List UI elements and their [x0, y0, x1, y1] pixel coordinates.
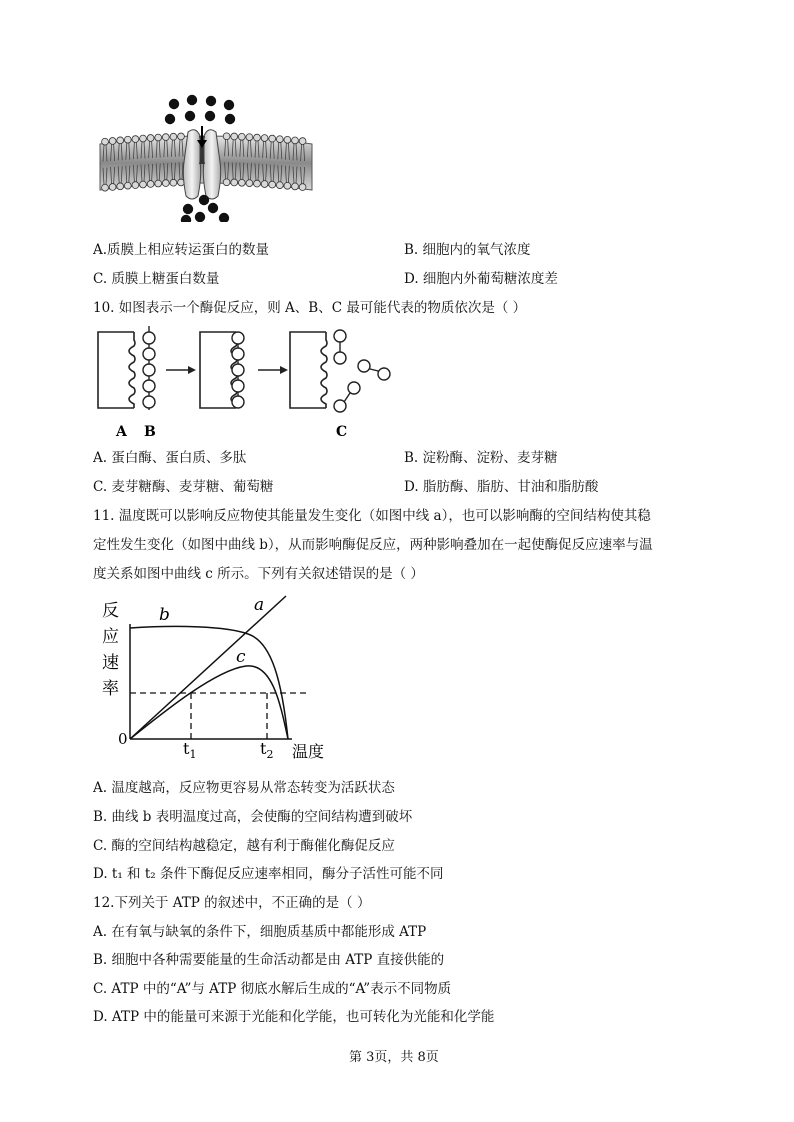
q10-option-a: A. 蛋白酶、蛋白质、多肽	[93, 450, 247, 466]
page-footer: 第 3页，共 8页	[349, 1050, 439, 1065]
phospholipid-head	[140, 135, 147, 142]
phospholipid-head	[269, 181, 276, 188]
phospholipid-head	[117, 183, 124, 190]
solute-molecule	[187, 95, 197, 105]
phospholipid-head	[276, 182, 283, 189]
label-curve-c: c	[236, 647, 246, 667]
phospholipid-head	[155, 180, 162, 187]
product-monomer	[378, 368, 390, 380]
q11-stem-line-1: 11. 温度既可以影响反应物使其能量发生变化（如图中线 a），也可以影响酶的空间结构使其稳	[93, 508, 651, 524]
q11-option-d: D. t₁ 和 t₂ 条件下酶促反应速率相同，酶分子活性可能不同	[93, 866, 444, 882]
t2-label: $t_2$	[260, 739, 274, 761]
label-a: A	[116, 424, 127, 440]
phospholipid-head	[117, 137, 124, 144]
solute-molecule	[183, 204, 193, 214]
q11-option-a: A. 温度越高，反应物更容易从常态转变为活跃状态	[93, 780, 395, 796]
q9-option-b: B. 细胞内的氧气浓度	[404, 242, 531, 258]
solute-molecule	[199, 195, 209, 205]
phospholipid-head	[124, 182, 131, 189]
product-monomer	[358, 360, 370, 372]
phospholipid-head	[132, 182, 139, 189]
phospholipid-head	[261, 135, 268, 142]
phospholipid-head	[231, 179, 238, 186]
substrate-monomer	[143, 348, 155, 360]
q9-option-c: C. 质膜上糖蛋白数量	[93, 271, 220, 287]
q10-option-c: C. 麦芽糖酶、麦芽糖、葡萄糖	[93, 479, 274, 495]
phospholipid-head	[292, 137, 299, 144]
q12-option-b: B. 细胞中各种需要能量的生命活动都是由 ATP 直接供能的	[93, 952, 445, 968]
phospholipid-head	[102, 184, 109, 191]
phospholipid-head	[147, 181, 154, 188]
phospholipid-head	[231, 133, 238, 140]
q9-option-d: D. 细胞内外葡萄糖浓度差	[404, 271, 558, 287]
t1-label: $t_1$	[183, 739, 197, 761]
product-monomer	[334, 352, 346, 364]
phospholipid-head	[276, 136, 283, 143]
complex-monomer	[232, 380, 244, 392]
label-curve-b: b	[159, 605, 170, 625]
phospholipid-head	[261, 181, 268, 188]
phospholipid-head	[223, 179, 230, 186]
phospholipid-head	[170, 179, 177, 186]
phospholipid-head	[238, 133, 245, 140]
q11-option-b: B. 曲线 b 表明温度过高，会使酶的空间结构遭到破坏	[93, 809, 413, 825]
q12-option-c: C. ATP 中的“A”与 ATP 彻底水解后生成的“A”表示不同物质	[93, 981, 452, 997]
phospholipid-head	[132, 136, 139, 143]
phospholipid-head	[246, 180, 253, 187]
solute-molecule	[181, 215, 191, 222]
phospholipid-head	[254, 134, 261, 141]
q11-option-c: C. 酶的空间结构越稳定，越有利于酶催化酶促反应	[93, 838, 395, 854]
q12-option-d: D. ATP 中的能量可来源于光能和化学能，也可转化为光能和化学能	[93, 1009, 495, 1025]
phospholipid-head	[269, 135, 276, 142]
substrate-monomer	[143, 364, 155, 376]
x-axis-label: 温度	[292, 742, 325, 761]
phospholipid-head	[102, 138, 109, 145]
phospholipid-head	[140, 181, 147, 188]
label-b: B	[144, 424, 156, 440]
solute-molecule	[205, 111, 215, 121]
q9-option-a: A.质膜上相应转运蛋白的数量	[93, 242, 270, 258]
q11-stem-line-3: 度关系如图中曲线 c 所示。下列有关叙述错误的是（ ）	[93, 566, 424, 582]
complex-monomer	[232, 396, 244, 408]
solute-molecule	[185, 111, 195, 121]
membrane-transport-figure	[96, 92, 316, 222]
substrate-monomer	[143, 380, 155, 392]
phospholipid-head	[124, 136, 131, 143]
enzyme-reaction-figure	[94, 322, 404, 442]
q12-option-a: A. 在有氧与缺氧的条件下，细胞质基质中都能形成 ATP	[93, 924, 427, 940]
complex-monomer	[232, 364, 244, 376]
solute-molecule	[169, 99, 179, 109]
solute-molecule	[195, 212, 205, 222]
substrate-monomer	[143, 396, 155, 408]
curve-b	[130, 626, 288, 739]
phospholipid-head	[238, 179, 245, 186]
q11-stem-line-2: 定性发生变化（如图中曲线 b），从而影响酶促反应，两种影响叠加在一起使酶促反应速率与温	[93, 537, 653, 553]
phospholipid-head	[223, 133, 230, 140]
q10-stem: 10. 如图表示一个酶促反应，则 A、B、C 最可能代表的物质依次是（ ）	[93, 300, 527, 316]
complex-monomer	[232, 348, 244, 360]
phospholipid-head	[299, 184, 306, 191]
phospholipid-head	[284, 182, 291, 189]
y-label-2: 应	[102, 627, 119, 647]
product-monomer	[334, 330, 346, 342]
solute-molecule	[225, 114, 235, 124]
phospholipid-head	[170, 133, 177, 140]
line-a	[130, 596, 286, 739]
label-curve-a: a	[254, 595, 265, 615]
phospholipid-head	[109, 138, 116, 145]
curve-c	[130, 666, 288, 739]
phospholipid-head	[147, 135, 154, 142]
product-monomer	[334, 400, 346, 412]
q12-stem: 12.下列关于 ATP 的叙述中，不正确的是（ ）	[93, 895, 371, 911]
y-label-4: 率	[102, 679, 119, 699]
solute-molecule	[219, 213, 229, 222]
phospholipid-head	[155, 134, 162, 141]
solute-molecule	[165, 114, 175, 124]
product-monomer	[348, 382, 360, 394]
solute-molecule	[206, 96, 216, 106]
substrate-monomer	[143, 332, 155, 344]
q10-option-b: B. 淀粉酶、淀粉、麦芽糖	[404, 450, 558, 466]
phospholipid-head	[109, 184, 116, 191]
phospholipid-head	[292, 183, 299, 190]
phospholipid-head	[162, 134, 169, 141]
phospholipid-head	[178, 133, 185, 140]
solute-molecule	[208, 203, 218, 213]
phospholipid-head	[246, 134, 253, 141]
phospholipid-head	[162, 180, 169, 187]
phospholipid-head	[284, 136, 291, 143]
q10-option-d: D. 脂肪酶、脂肪、甘油和脂肪酸	[404, 479, 599, 495]
solute-molecule	[224, 100, 234, 110]
y-label-3: 速	[102, 653, 119, 673]
temperature-rate-chart	[96, 592, 336, 764]
origin-label: 0	[118, 730, 128, 748]
label-c: C	[336, 424, 348, 440]
complex-monomer	[232, 332, 244, 344]
y-label-1: 反	[102, 601, 119, 621]
phospholipid-head	[299, 138, 306, 145]
phospholipid-head	[254, 180, 261, 187]
